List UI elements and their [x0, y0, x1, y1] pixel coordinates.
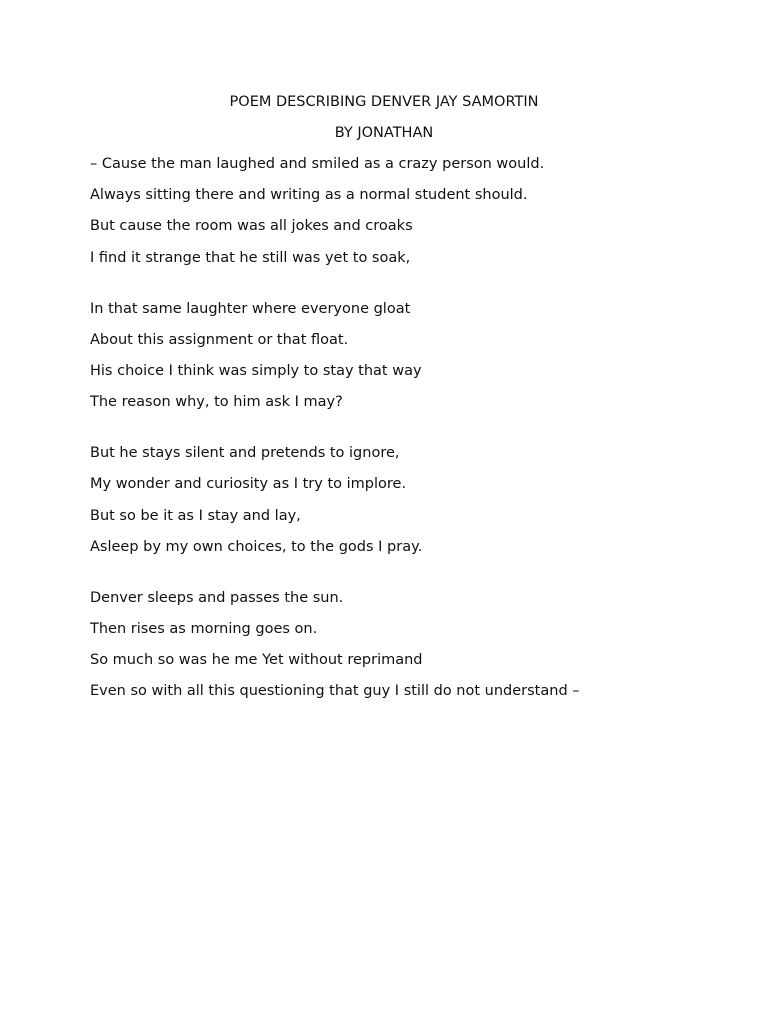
poem-title: POEM DESCRIBING DENVER JAY SAMORTIN [229, 94, 539, 110]
poem-line: But he stays silent and pretends to ignore, [90, 445, 400, 462]
poem-line: But cause the room was all jokes and croaks [90, 218, 413, 235]
poem-line: Even so with all this questioning that guy I still do not understand – [90, 683, 580, 700]
poem-line: Then rises as morning goes on. [90, 620, 318, 637]
stanza-1 [90, 154, 730, 268]
poem-line: Denver sleeps and passes the sun. [90, 589, 344, 606]
stanza-3 [90, 443, 730, 557]
poem-line: The reason why, to him ask I may? [90, 394, 343, 411]
poem-line: About this assignment or that float. [90, 331, 349, 348]
poem-line: But so be it as I stay and lay, [90, 507, 301, 524]
poem-byline: BY JONATHAN [334, 125, 434, 141]
poem-line: – Cause the man laughed and smiled as a crazy person would. [90, 156, 545, 172]
poem-line: In that same laughter where everyone gloat [90, 300, 411, 317]
poem-line: Always sitting there and writing as a normal student should. [90, 187, 528, 204]
poem-line: So much so was he me Yet without reprimand [90, 652, 423, 669]
poem-line: My wonder and curiosity as I try to implore. [90, 476, 407, 493]
poem-line: Asleep by my own choices, to the gods I pray. [90, 538, 423, 555]
poem-body [90, 154, 730, 732]
stanza-4 [90, 588, 730, 702]
poem-line: His choice I think was simply to stay that way [90, 362, 422, 379]
poem-line: I find it strange that he still was yet to soak, [90, 249, 411, 266]
stanza-2 [90, 299, 730, 413]
